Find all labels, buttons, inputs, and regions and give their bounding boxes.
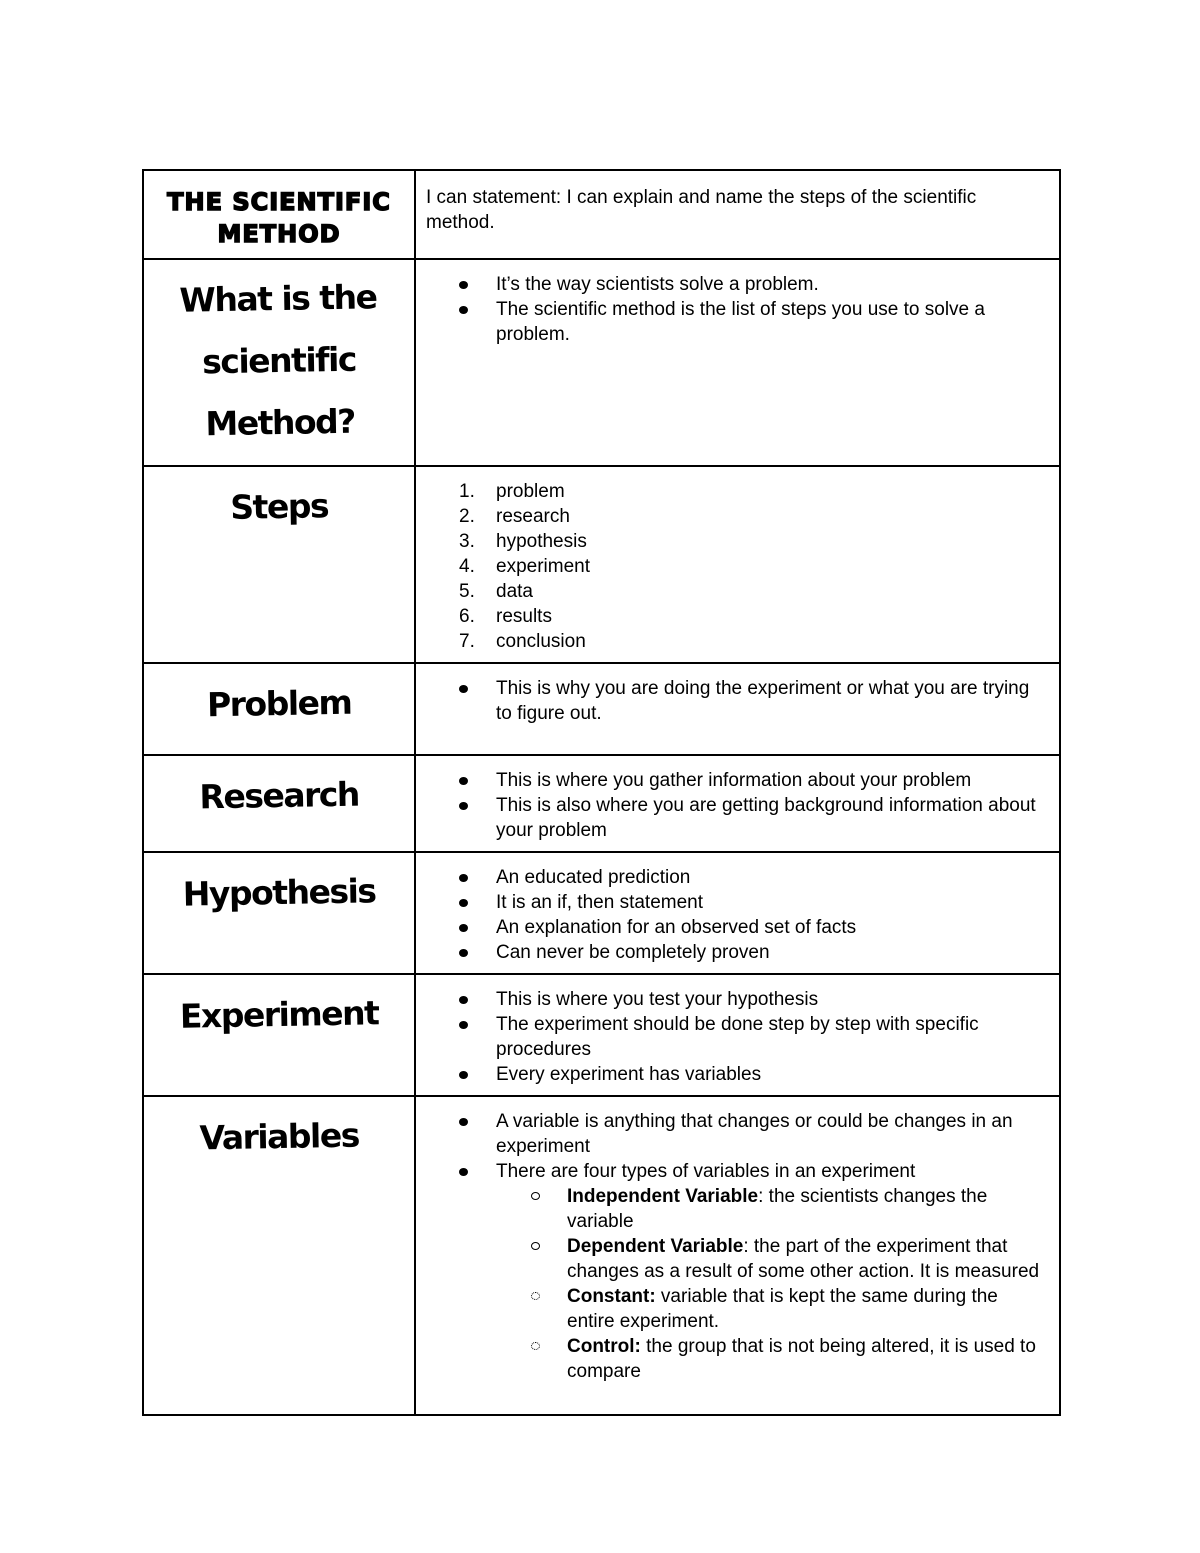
- list-item: It’s the way scientists solve a problem.: [496, 272, 1047, 297]
- bullet-list: [426, 987, 1047, 1087]
- list-item: An educated prediction: [496, 865, 1047, 890]
- title-cell: [143, 170, 415, 259]
- list-item: This is where you gather information about your problem: [496, 768, 1047, 793]
- term-cell: [143, 755, 415, 852]
- list-item: It is an if, then statement: [496, 890, 1047, 915]
- term-steps: Steps: [229, 486, 329, 527]
- term-cell: [143, 1096, 415, 1415]
- term-what-is-scientific-method: What is the scientific Method?: [179, 277, 377, 444]
- list-item: An explanation for an observed set of facts: [496, 915, 1047, 940]
- steps-list: [426, 479, 1047, 654]
- term-cell: [143, 663, 415, 755]
- list-item: 6. results: [459, 606, 552, 627]
- bullet-list: [426, 865, 1047, 965]
- row-what-is: [143, 259, 1060, 466]
- bullet-list: [426, 272, 1047, 347]
- list-item: 2. research: [459, 506, 570, 527]
- list-item: Control: the group that is not being altered, it is used to compare: [567, 1334, 1047, 1384]
- term-cell: [143, 852, 415, 974]
- content-cell: [415, 259, 1060, 466]
- term-hypothesis: Hypothesis: [182, 871, 376, 914]
- content-cell: [415, 1096, 1060, 1415]
- row-steps: [143, 466, 1060, 663]
- list-item: 5. data: [459, 581, 533, 602]
- content-cell: [415, 755, 1060, 852]
- content-cell: [415, 663, 1060, 755]
- page-title: THE SCIENTIFIC METHOD: [167, 188, 391, 248]
- list-item: This is why you are doing the experiment or what you are trying to figure out.: [496, 676, 1047, 726]
- list-item: The experiment should be done step by step with specific procedures: [496, 1012, 1047, 1062]
- i-can-statement: I can statement: I can explain and name the steps of the scientific method.: [426, 187, 977, 233]
- term-research: Research: [199, 774, 360, 817]
- row-variables: [143, 1096, 1060, 1415]
- statement-cell: [415, 170, 1060, 259]
- list-item: Constant: variable that is kept the same during the entire experiment.: [567, 1284, 1047, 1334]
- list-item: Dependent Variable: the part of the experiment that changes as a result of some other action. It is measured: [567, 1234, 1047, 1284]
- header-row: [143, 170, 1060, 259]
- bullet-list: [426, 1109, 1047, 1384]
- term-cell: [143, 259, 415, 466]
- list-item: Can never be completely proven: [496, 940, 1047, 965]
- list-item: A variable is anything that changes or could be changes in an experiment: [496, 1109, 1047, 1159]
- content-cell: [415, 466, 1060, 663]
- bullet-list: [426, 768, 1047, 843]
- row-hypothesis: [143, 852, 1060, 974]
- row-research: [143, 755, 1060, 852]
- notes-table: [142, 169, 1061, 1416]
- content-cell: [415, 974, 1060, 1096]
- list-item: This is also where you are getting background information about your problem: [496, 793, 1047, 843]
- content-cell: [415, 852, 1060, 974]
- list-item: Independent Variable: the scientists changes the variable: [567, 1184, 1047, 1234]
- list-item: 7. conclusion: [459, 631, 586, 652]
- row-problem: [143, 663, 1060, 755]
- bullet-list: [426, 676, 1047, 726]
- list-item: 1. problem: [459, 481, 565, 502]
- list-item: Every experiment has variables: [496, 1062, 1047, 1087]
- row-experiment: [143, 974, 1060, 1096]
- list-item: This is where you test your hypothesis: [496, 987, 1047, 1012]
- list-item: The scientific method is the list of steps you use to solve a problem.: [496, 297, 1047, 347]
- term-experiment: Experiment: [179, 993, 379, 1036]
- list-item: 4. experiment: [459, 556, 590, 577]
- term-cell: [143, 974, 415, 1096]
- term-variables: Variables: [199, 1115, 360, 1158]
- list-item: There are four types of variables in an experiment Independent Variable: the scientists changes the variable Dependent Variable: the part of the experiment that changes as a result of some other action. It is measured Constant: variable that is kept the same during the entire experiment. Control: the group that is not being altered, it is used to compare: [496, 1159, 1047, 1384]
- term-problem: Problem: [206, 682, 352, 725]
- variable-types-list: [496, 1184, 1047, 1384]
- list-item: 3. hypothesis: [459, 531, 587, 552]
- term-cell: [143, 466, 415, 663]
